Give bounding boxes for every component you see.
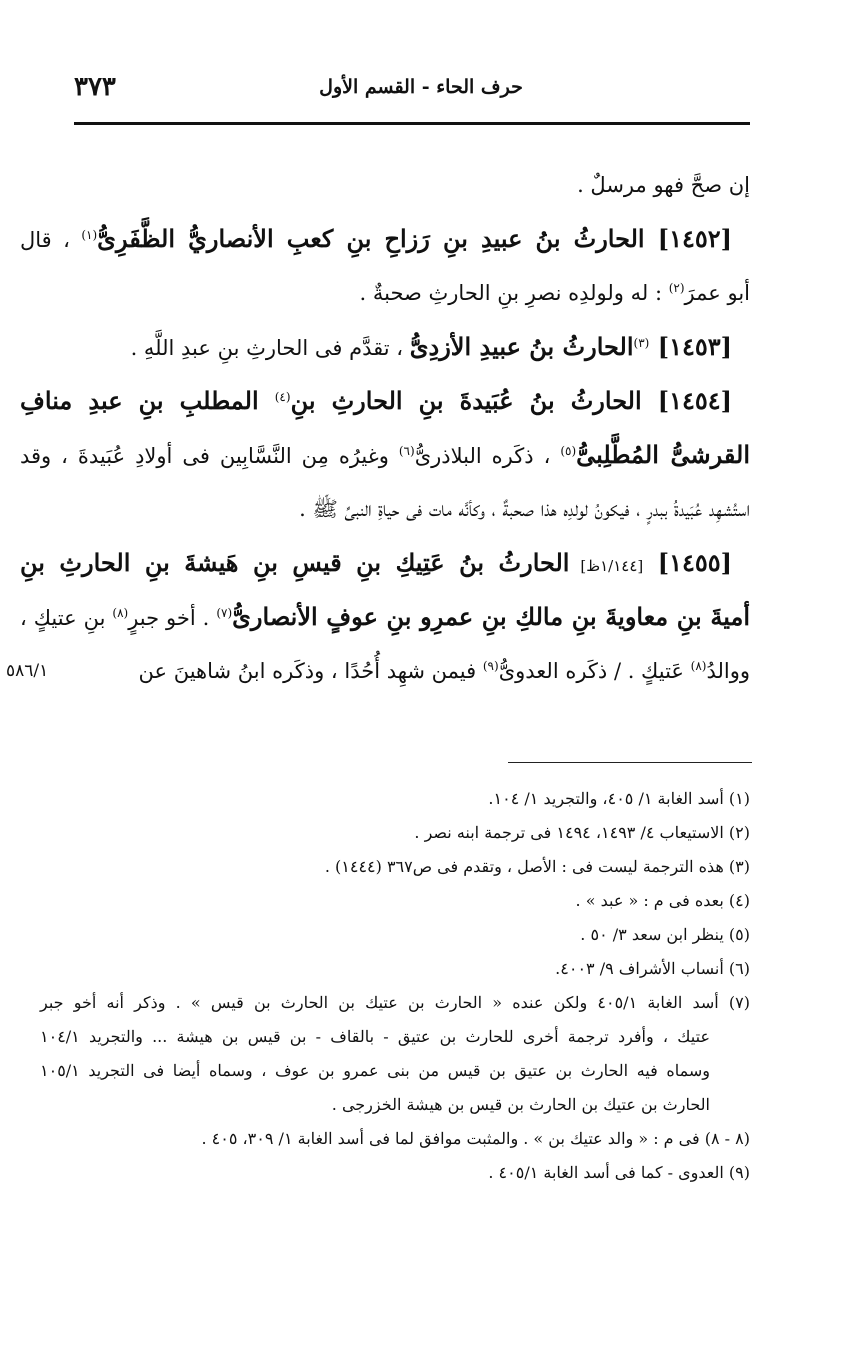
text-line	[20, 590, 750, 644]
footnote-5: (٥) ينظر ابن سعد ٣/ ٥٠ .	[580, 925, 750, 944]
footnote-rule	[508, 762, 752, 763]
text-segment: ، قال	[20, 228, 82, 252]
text-segment: عَتيكٍ . / ذكَره العدوىُّ	[498, 659, 691, 683]
footnote-8: (٨ - ٨) فى م : « والد عتيك بن » . والمثبت موافق لما فى أسد الغابة ١/ ٣٠٩، ٤٠٥ .	[201, 1129, 750, 1148]
footnote-9: (٩) العدوى - كما فى أسد الغابة ٤٠٥/١ .	[488, 1163, 750, 1182]
text-segment: ، ذكَره البلاذرىُّ	[414, 444, 561, 468]
running-title: حرف الحاء - القسم الأول	[319, 76, 523, 98]
text-segment: . أخو جبرٍ	[128, 606, 217, 630]
footnote-2: (٢) الاستيعاب ٤/ ١٤٩٣، ١٤٩٤ فى ترجمة ابنه نصر .	[414, 823, 750, 842]
entry-number: [١٤٥٣]	[649, 332, 732, 361]
entry-heading: [١٤٥٤] الحارثُ بنُ عُبَيدةَ بنِ الحارثِ بنِ	[290, 386, 733, 415]
entry-heading-cont: أميةَ بنِ معاويةَ بنِ مالكِ بنِ عمرِو بنِ عوفٍ الأنصارىُّ	[232, 602, 750, 631]
header-rule	[74, 122, 750, 125]
manuscript-ref: [١/١٤٤ظ]	[569, 557, 644, 575]
footnote-7-cont: وسماه فيه الحارث بن عتيق بن قيس من بنى عمرو بن عوف ، وسماه أيضا فى التجريد ١٠٥/١	[40, 1061, 711, 1080]
text-line	[20, 266, 750, 320]
margin-reference: ٥٨٦/١	[6, 661, 49, 681]
entry-heading-cont: المطلبِ بنِ عبدِ منافِ	[20, 386, 275, 415]
text-segment: بنِ عتيكٍ ،	[20, 606, 113, 630]
footnote-6: (٦) أنساب الأشراف ٩/ ٤٠٠٣.	[555, 959, 750, 978]
entry-number: [١٤٥٥]	[643, 548, 733, 577]
footnote-marker: (٥)	[560, 444, 577, 458]
main-text	[6, 158, 750, 698]
text-line	[20, 158, 750, 212]
text-segment: : له ولولدِه نصرِ بنِ الحارثِ صحبةٌ .	[359, 281, 669, 305]
footnote-marker: (٤)	[274, 390, 291, 404]
footnote-7-cont: عتيك ، وأفرد ترجمة أخرى للحارث بن عتيق - بالقاف - بن قيس بن هيشة ... والتجريد ١٠٤/١	[40, 1027, 710, 1046]
text-segment: أبو عمرَ	[684, 281, 750, 305]
entry-1454	[20, 374, 750, 428]
footnote-marker: (٩)	[482, 659, 499, 673]
text-line	[20, 482, 750, 536]
text-segment: استُشهِد عُبَيدةُ ببدرٍ ، فيكونُ لولدِه هذا صحبةٌ ، وكأنَّه مات فى حياةِ النبىِّ ﷺ .	[299, 497, 750, 521]
entry-1453	[20, 320, 750, 374]
entry-heading: الحارثُ بنُ عَتِيكِ بنِ قيسِ بنِ هَيشةَ بنِ الحارثِ بنِ	[20, 548, 570, 577]
footnote-marker: (٦)	[398, 444, 415, 458]
footnote-marker: (٧)	[216, 606, 233, 620]
text-segment: ، تقدَّم فى الحارثِ بنِ عبدِ اللَّهِ .	[130, 336, 410, 360]
text-line	[6, 644, 750, 698]
footnotes	[40, 782, 750, 1190]
footnote-7: (٧) أسد الغابة ٤٠٥/١ ولكن عنده « الحارث بن عتيك بن الحارث بن قيس » . وذكر أنه أخو جبر	[40, 993, 750, 1012]
entry-heading-cont: القرشىُّ المُطَّلِبىُّ	[576, 440, 750, 469]
footnote-3: (٣) هذه الترجمة ليست فى : الأصل ، وتقدم فى ص٣٦٧ (١٤٤٤) .	[324, 857, 750, 876]
entry-1452	[20, 212, 750, 266]
page-number: ٣٧٣	[74, 72, 116, 102]
footnote-4: (٤) بعده فى م : « عبد » .	[575, 891, 750, 910]
footnote-marker: (٣)	[633, 336, 650, 350]
footnote-marker: (٨)	[112, 606, 129, 620]
page-header	[74, 72, 768, 108]
entry-heading: [١٤٥٢] الحارثُ بنُ عبيدِ بنِ رَزاحِ بنِ كعبِ الأنصاريُّ الظَّفَرِىُّ	[97, 224, 732, 253]
text-segment: ووالدُ	[706, 659, 750, 683]
text-line	[20, 428, 750, 482]
footnote-marker: (١)	[81, 228, 98, 242]
text-segment: إن صحَّ فهو مرسلٌ .	[577, 173, 750, 197]
text-segment: فيمن شهِد أُحُدًا ، وذكَره ابنُ شاهينَ عن	[138, 659, 483, 683]
footnote-marker: (٨)	[690, 659, 707, 673]
text-segment: وغيرُه مِن النَّسَّابِين فى أولادِ عُبَيدةَ ، وقد	[20, 444, 399, 468]
entry-1455	[20, 536, 750, 590]
footnote-1: (١) أسد الغابة ١/ ٤٠٥، والتجريد ١/ ١٠٤.	[488, 789, 750, 808]
entry-heading: الحارثُ بنُ عبيدِ الأزدِىُّ	[409, 332, 634, 361]
footnote-marker: (٢)	[668, 281, 685, 295]
footnote-7-cont: الحارث بن عتيك بن الحارث بن قيس بن هيشة الخزرجى .	[331, 1095, 710, 1114]
